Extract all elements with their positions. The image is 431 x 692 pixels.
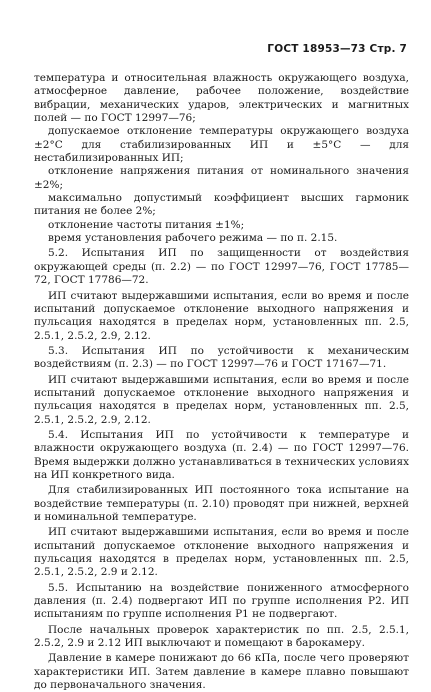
paragraph: ИП считают выдержавшими испытания, если во время и после испытаний допускаемое отклонение выходного напряжения и пульсация находятся в пределах норм, установленных пп. 2.5, 2.5.1, 2.5.2, 2.9, 2.12.	[34, 373, 409, 426]
paragraph: Для стабилизированных ИП постоянного тока испытание на воздействие температуры (п. 2.10) проводят при нижней, верхней и номинальной температуре.	[34, 484, 409, 523]
paragraph: 5.3. Испытания ИП по устойчивости к механическим воздействиям (п. 2.3) — по ГОСТ 12997—76 и ГОСТ 17167—71.	[34, 344, 409, 371]
paragraph: 5.2. Испытания ИП по защищенности от воздействия окружающей среды (п. 2.2) — по ГОСТ 12997—76, ГОСТ 17785—72, ГОСТ 17786—72.	[34, 247, 409, 287]
paragraph: 5.5. Испытанию на воздействие пониженного атмосферного давления (п. 2.4) подвергают ИП по группе исполнения Р2. ИП испытаниям по группе исполнения Р1 не подвергают.	[34, 581, 409, 621]
paragraph: максимально допустимый коэффициент высших гармоник питания не более 2%;	[34, 192, 409, 218]
paragraph: Давление в камере понижают до 66 кПа, после чего проверяют характеристики ИП. Затем давление в камере плавно повышают до первоначального значения.	[34, 652, 409, 692]
page-header: ГОСТ 18953—73 Стр. 7	[267, 43, 407, 55]
paragraph: ИП считают выдержавшими испытания, если во время и после испытаний допускаемое отклонение выходного напряжения и пульсация находятся в пределах норм, установленных пп. 2.5, 2.5.1, 2.5.2, 2.9, 2.12.	[34, 289, 409, 342]
paragraph: время установления рабочего режима — по п. 2.15.	[48, 232, 338, 245]
paragraph: ИП считают выдержавшими испытания, если во время и после испытаний допускаемое отклонение выходного напряжения и пульсация находятся в пределах норм, установленных пп. 2.5, 2.5.1, 2.5.2, 2.9 и 2.12.	[34, 526, 409, 579]
paragraph: 5.4. Испытания ИП по устойчивости к температуре и влажности окружающего воздуха (п. 2.4) — по ГОСТ 12997—76. Время выдержки должно устанавливаться в технических условиях на ИП конкретного вида.	[34, 428, 409, 481]
paragraph: После начальных проверок характеристик по пп. 2.5, 2.5.1, 2.5.2, 2.9 и 2.12 ИП выключают и помещают в барокамеру.	[34, 623, 409, 650]
document-body	[34, 72, 409, 692]
paragraph: отклонение частоты питания ±1%;	[48, 218, 245, 231]
paragraph: допускаемое отклонение температуры окружающего воздуха ±2°С для стабилизированных ИП и ±5°С — для нестабилизированных ИП;	[34, 125, 409, 165]
paragraph: температура и относительная влажность окружающего воздуха, атмосферное давление, рабочее положение, воздействие вибрации, механических ударов, электрических и магнитных полей — по ГОСТ 12997—76;	[34, 72, 409, 125]
paragraph: отклонение напряжения питания от номинального значения ±2%;	[34, 165, 409, 191]
